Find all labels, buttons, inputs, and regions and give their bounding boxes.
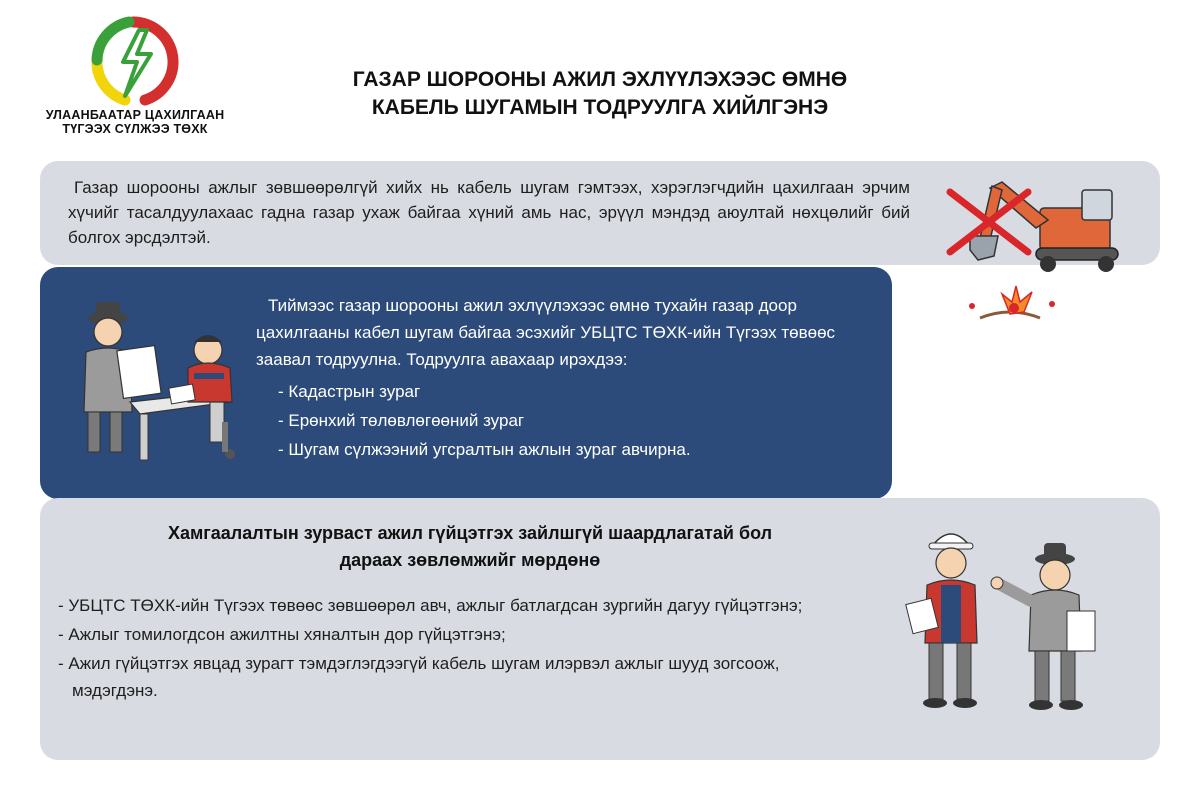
recommendations-list bbox=[58, 592, 848, 706]
heading-line2: дараах зөвлөмжийг мөрдөнө bbox=[339, 550, 601, 570]
title-line2: КАБЕЛЬ ШУГАМЫН ТОДРУУЛГА ХИЙЛГЭНЭ bbox=[371, 96, 829, 119]
logo-lightning-icon bbox=[85, 16, 185, 108]
procedure-lead: Тиймээс газар шорооны ажил эхлүүлэхээс өмнө тухайн газар доор цахилгааны кабел шугам байгаа эсэхийг УБЦТС ТӨХК-ийн Түгээх төвөөс заавал тодруулна. Тодруулга авахаар ирэхдээ: bbox=[256, 296, 836, 369]
logo-name-line1: УЛААНБААТАР ЦАХИЛГААН bbox=[45, 108, 225, 122]
list-item: - Шугам сүлжээний угсралтын ажлын зураг авчирна. bbox=[278, 440, 691, 459]
heading-line1: Хамгаалалтын зурваст ажил гүйцэтгэх зайлшгүй шаардлагатай бол bbox=[167, 523, 773, 543]
page-title bbox=[290, 66, 910, 122]
list-item: - Ажлыг томилогдсон ажилтны хяналтын дор гүйцэтгэнэ; bbox=[58, 625, 506, 644]
procedure-text bbox=[256, 292, 866, 464]
title-line1: ГАЗАР ШОРООНЫ АЖИЛ ЭХЛҮҮЛЭХЭЭС ӨМНӨ bbox=[352, 68, 848, 91]
excavator-warning-icon bbox=[940, 168, 1150, 338]
risk-paragraph: Газар шорооны ажлыг зөвшөөрөлгүй хийх нь кабель шугам гэмтээх, хэрэглэгчдийн цахилгаан эрчим хүчийг тасалдуулахаас гадна газар ухаж байгаа хүний амь нас, эрүүл мэндэд аюултай нөхцөлийг бий болгох эрсдэлтэй. bbox=[68, 178, 910, 247]
company-logo bbox=[40, 16, 230, 136]
list-item: - Кадастрын зураг bbox=[278, 382, 421, 401]
list-item: - Ажил гүйцэтгэх явцад зурагт тэмдэглэгдээгүй кабель шугам илэрвэл ажлыг шууд зогсоож, мэдэгдэнэ. bbox=[58, 654, 780, 700]
workers-icon bbox=[905, 515, 1110, 720]
recommendations-heading bbox=[100, 520, 840, 574]
office-consultation-icon bbox=[70, 292, 245, 467]
list-item: - УБЦТС ТӨХК-ийн Түгээх төвөөс зөвшөөрөл авч, ажлыг батлагдсан зургийн дагуу гүйцэтгэнэ; bbox=[58, 596, 803, 615]
list-item: - Ерөнхий төлөвлөгөөний зураг bbox=[278, 411, 525, 430]
required-documents-list bbox=[256, 377, 866, 464]
logo-name-line2: ТҮГЭЭХ СҮЛЖЭЭ ТӨХК bbox=[62, 122, 208, 136]
